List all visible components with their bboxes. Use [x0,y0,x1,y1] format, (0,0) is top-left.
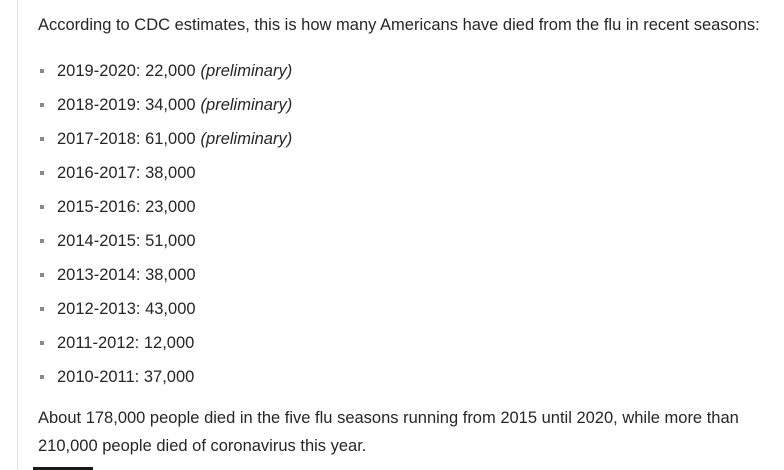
list-item [38,96,764,115]
list-item [38,300,764,319]
bullet-square-icon [40,171,44,175]
bullet-square-icon [40,341,44,345]
list-item [38,368,764,387]
list-item-label: 2017-2018: 61,000 [57,130,196,148]
bullet-square-icon [40,273,44,277]
intro-paragraph: According to CDC estimates, this is how many Americans have died from the flu in recent seasons: [38,16,760,34]
bullet-square-icon [40,239,44,243]
flu-deaths-list [38,62,764,387]
list-item [38,266,764,285]
bullet-square-icon [40,103,44,107]
list-item-label: 2014-2015: 51,000 [57,232,196,250]
list-item [38,62,764,81]
outro-paragraph: About 178,000 people died in the five flu seasons running from 2015 until 2020, while more than 210,000 people died of coronavirus this year. [38,409,739,455]
list-item-label: 2010-2011: 37,000 [57,368,195,386]
list-item [38,334,764,353]
list-item-label: 2015-2016: 23,000 [57,198,196,216]
list-item [38,164,764,183]
list-item-label: 2011-2012: 12,000 [57,334,195,352]
left-column-divider [17,0,18,470]
bullet-square-icon [40,137,44,141]
bullet-square-icon [40,307,44,311]
article-content [38,15,764,460]
list-item-note: (preliminary) [200,62,293,80]
list-item [38,232,764,251]
bullet-square-icon [40,69,44,73]
list-item-label: 2012-2013: 43,000 [57,300,196,318]
list-item [38,198,764,217]
list-item-note: (preliminary) [200,96,293,114]
bullet-square-icon [40,375,44,379]
list-item-note: (preliminary) [200,130,293,148]
list-item-label: 2019-2020: 22,000 [57,62,196,80]
list-item-label: 2013-2014: 38,000 [57,266,196,284]
list-item-label: 2018-2019: 34,000 [57,96,196,114]
list-item [38,130,764,149]
bullet-square-icon [40,205,44,209]
list-item-label: 2016-2017: 38,000 [57,164,196,182]
